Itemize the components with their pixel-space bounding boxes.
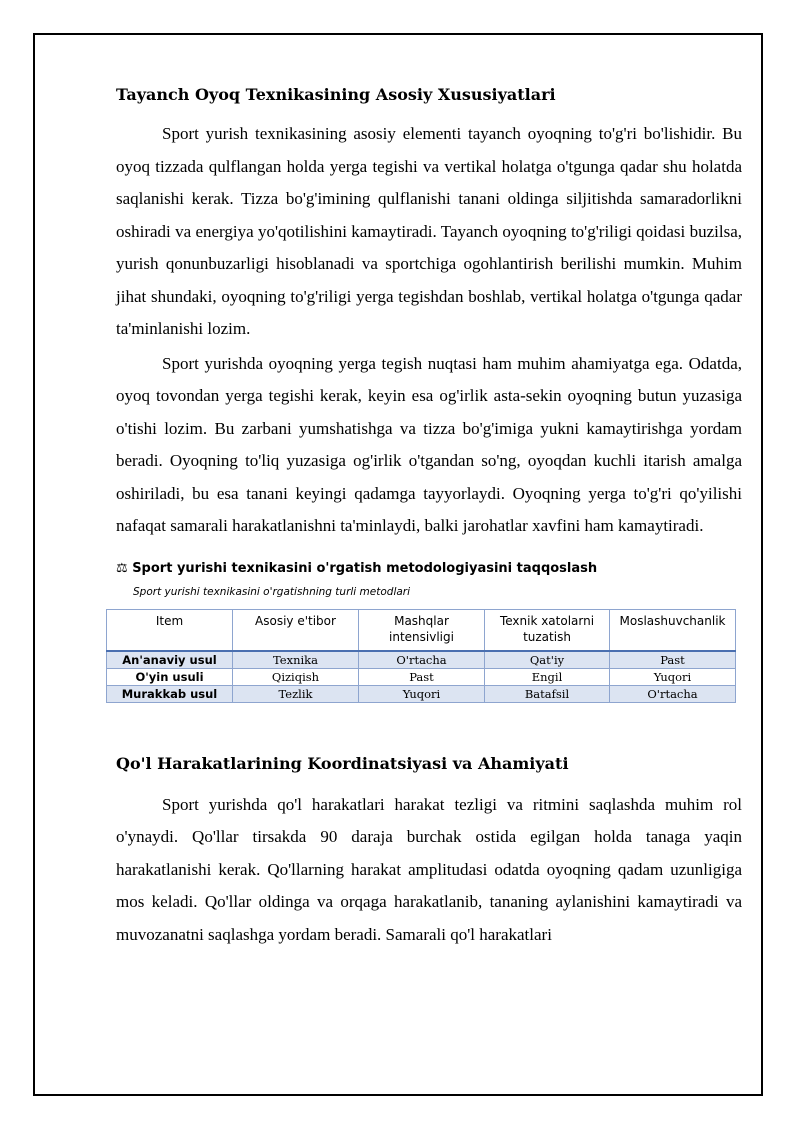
row-label: Murakkab usul (107, 685, 233, 702)
scales-icon: ⚖ (116, 560, 128, 576)
section-heading-support-leg: Tayanch Oyoq Texnikasining Asosiy Xususiyatlari (116, 85, 556, 104)
table-cell: Tezlik (233, 685, 359, 702)
table-row (107, 685, 736, 702)
header-error-correction: Texnik xatolarni tuzatish (485, 609, 610, 651)
methods-comparison-table (106, 609, 736, 703)
table-subtitle: Sport yurishi texnikasini o'rgatishning turli metodlari (133, 585, 411, 598)
row-label: An'anaviy usul (107, 651, 233, 669)
table-row (107, 651, 736, 669)
paragraph-arm-movements: Sport yurishda qo'l harakatlari harakat tezligi va ritmini saqlashda muhim rol o'ynaydi. Qo'llar tirsakda 90 daraja burchak ostida egilgan holda tanaga yaqin harakatlanishi kerak. Qo'llarning harakat amplitudasi odatda oyoqning qadam uzunligiga mos keladi. Qo'llar oldinga va orqaga harakatlanib, tananing aylanishini kamaytiradi va muvozanatni saqlashga yordam beradi. Samarali qo'l harakatlari (116, 794, 742, 944)
table-header-row (107, 609, 736, 651)
table-cell: Texnika (233, 651, 359, 669)
document-body (116, 84, 742, 951)
table-cell: Engil (485, 668, 610, 685)
table-row (107, 668, 736, 685)
table-cell: O'rtacha (610, 685, 736, 702)
table-cell: Yuqori (610, 668, 736, 685)
header-main-focus: Asosiy e'tibor (233, 609, 359, 651)
section-heading-arm-movements: Qo'l Harakatlarining Koordinatsiyasi va Ahamiyati (116, 753, 569, 773)
table-cell: Yuqori (359, 685, 485, 702)
header-intensity: Mashqlar intensivligi (359, 609, 485, 651)
table-cell: O'rtacha (359, 651, 485, 669)
header-flexibility: Moslashuvchanlik (610, 609, 736, 651)
table-cell: Qat'iy (485, 651, 610, 669)
paragraph-support-leg-2: Sport yurishda oyoqning yerga tegish nuqtasi ham muhim ahamiyatga ega. Odatda, oyoq tovondan yerga tegishi kerak, keyin esa og'irlik asta-sekin oyoqning butun yuzasiga o'tishi lozim. Bu zarbani yumshatishga va tizza bo'g'imiga yukni kamaytirishga yordam beradi. Oyoqning to'liq yuzasiga og'irlik o'tgandan so'ng, oyoqdan kuchli itarish amalga oshiriladi, bu esa tanani keyingi qadamga tayyorlaydi. Oyoqning yerga to'g'ri qo'yilishi nafaqat samarali harakatlanishni ta'minlaydi, balki jarohatlar xavfini ham kamaytiradi. (116, 353, 742, 535)
table-cell: Qiziqish (233, 668, 359, 685)
table-cell: Past (359, 668, 485, 685)
table-cell: Past (610, 651, 736, 669)
table-caption (116, 559, 742, 579)
header-item: Item (107, 609, 233, 651)
row-label: O'yin usuli (107, 668, 233, 685)
table-title: Sport yurishi texnikasini o'rgatish metodologiyasini taqqoslash (132, 560, 598, 576)
table-cell: Batafsil (485, 685, 610, 702)
paragraph-support-leg-1: Sport yurish texnikasining asosiy elementi tayanch oyoqning to'g'ri bo'lishidir. Bu oyoq tizzada qulflangan holda yerga tegishi va vertikal holatga o'tgunga qadar shu holatda saqlanishi kerak. Tizza bo'g'imining qulflanishi tanani oldinga siljitishda samaradorlikni oshiradi va energiya yo'qotilishini kamaytiradi. Tayanch oyoqning to'g'riligi qoidasi buzilsa, yurish qonunbuzarligi hisoblanadi va sportchiga ogohlantirish berilishi mumkin. Muhim jihat shundaki, oyoqning to'g'riligi yerga tegishdan boshlab, vertikal holatga o'tgunga qadar ta'minlanishi lozim. (116, 124, 742, 338)
